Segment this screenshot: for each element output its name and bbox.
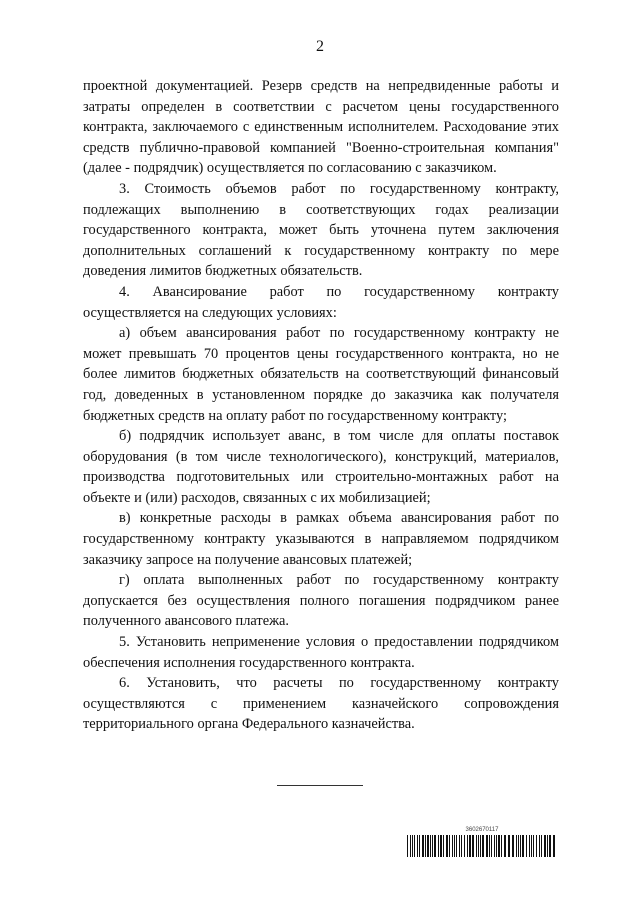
end-separator-line [277,785,363,786]
paragraph-item-5: 5. Установить неприменение условия о предоставлении подрядчиком обеспечения исполнения государственного контракта. [83,634,559,671]
paragraph-item-4: 4. Авансирование работ по государственному контракту осуществляется на следующих условиях: [83,283,559,321]
paragraph-item-4v: в) конкретные расходы в рамках объема авансирования работ по государственному контракту указываются в направляемом подрядчиком заказчику запросе на получение авансовых платежей; [83,510,559,568]
page-number: 2 [316,38,324,55]
document-body [83,76,559,735]
barcode-number: 3602670117 [465,827,499,833]
paragraph-item-4b: б) подрядчик использует аванс, в том числе для оплаты поставок оборудования (в том числе технологического), конструкций, материалов, производства подготовительных или строительно-монтажных работ на объекте и (или) расходов, связанных с их мобилизацией; [83,428,559,506]
paragraph-item-4g: г) оплата выполненных работ по государственному контракту допускается без осуществления полного погашения подрядчиком ранее полученного авансового платежа. [83,572,559,630]
paragraph-item-6: 6. Установить, что расчеты по государственному контракту осуществляются с применением казначейского сопровождения территориального органа Федерального казначейства. [83,675,559,733]
paragraph-continuation: проектной документацией. Резерв средств на непредвиденные работы и затраты определен в соответствии с расчетом цены государственного контракта, заключаемого с единственным исполнителем. Расходование этих средств публично-правовой компанией "Военно-строительная компания" (далее - подрядчик) осуществляется по согласованию с заказчиком. [83,78,559,177]
barcode-icon [407,835,557,857]
paragraph-item-4a: а) объем авансирования работ по государственному контракту не может превышать 70 процентов цены государственного контракта, но не более лимитов бюджетных обязательств на соответствующий финансовый год, доведенных в установленном порядке до заказчика как получателя бюджетных средств на оплату работ по государственному контракту; [83,325,559,424]
paragraph-item-3: 3. Стоимость объемов работ по государственному контракту, подлежащих выполнению в соответствующих годах реализации государственного контракта, может быть уточнена путем заключения дополнительных соглашений к государственному контракту по мере доведения лимитов бюджетных обязательств. [83,180,559,280]
